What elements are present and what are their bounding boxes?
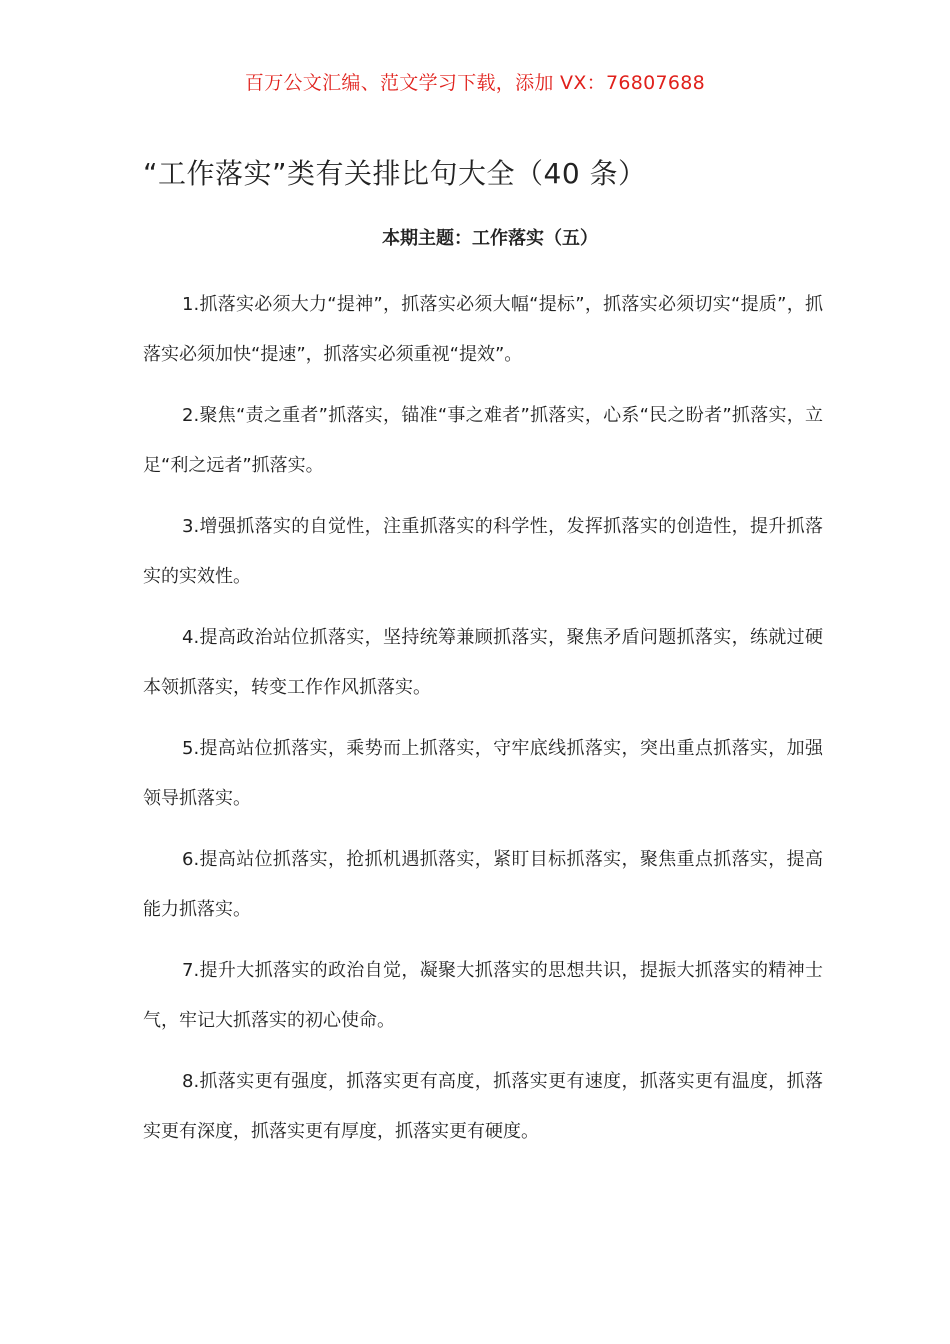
list-item: 8.抓落实更有强度，抓落实更有高度，抓落实更有速度，抓落实更有温度，抓落实更有深度，抓落实更有厚度，抓落实更有硬度。	[143, 1071, 823, 1142]
list-item: 5.提高站位抓落实，乘势而上抓落实，守牢底线抓落实，突出重点抓落实，加强领导抓落实。	[143, 738, 823, 809]
section-subtitle: 本期主题：工作落实（五）	[382, 228, 598, 249]
list-item: 7.提升大抓落实的政治自觉，凝聚大抓落实的思想共识，提振大抓落实的精神士气，牢记大抓落实的初心使命。	[143, 960, 823, 1031]
list-item: 6.提高站位抓落实，抢抓机遇抓落实，紧盯目标抓落实，聚焦重点抓落实，提高能力抓落实。	[143, 849, 823, 920]
list-item: 1.抓落实必须大力“提神”，抓落实必须大幅“提标”，抓落实必须切实“提质”，抓落实必须加快“提速”，抓落实必须重视“提效”。	[143, 294, 823, 365]
list-item: 4.提高政治站位抓落实，坚持统筹兼顾抓落实，聚焦矛盾问题抓落实，练就过硬本领抓落实，转变工作作风抓落实。	[143, 627, 823, 698]
header-banner: 百万公文汇编、范文学习下载，添加 VX：76807688	[244, 72, 706, 94]
list-item: 3.增强抓落实的自觉性，注重抓落实的科学性，发挥抓落实的创造性，提升抓落实的实效性。	[143, 516, 823, 587]
list-item: 2.聚焦“责之重者”抓落实，锚准“事之难者”抓落实，心系“民之盼者”抓落实，立足“利之远者”抓落实。	[143, 405, 823, 476]
sentence-list	[143, 280, 823, 1168]
page-title: “工作落实”类有关排比句大全（40 条）	[143, 157, 647, 190]
